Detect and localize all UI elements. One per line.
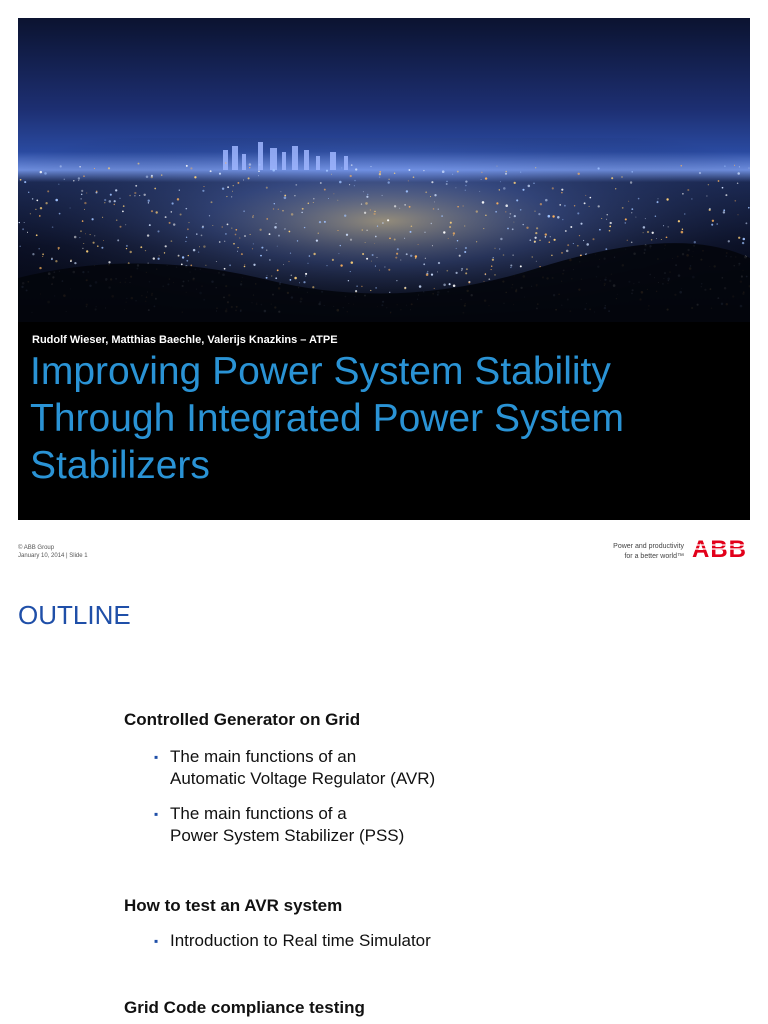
section-heading-1: Controlled Generator on Grid [124,710,361,729]
bullet-line: Power System Stabilizer (PSS) [170,826,405,845]
title-line-1: Improving Power System Stability [30,350,611,393]
bullet-marker-icon: ▪ [154,807,159,821]
bullet-marker-icon: ▪ [154,750,159,764]
city-lights-illustration [18,18,750,322]
abb-logo-text: ABB [692,536,747,560]
tagline-line-1: Power and productivity [613,543,684,550]
bullet-item-avr [154,746,435,790]
copyright-text: © ABB Group [18,545,55,551]
outline-title: OUTLINE [18,600,131,630]
bullet-line: Introduction to Real time Simulator [170,931,431,950]
title-slide [18,18,750,520]
presentation-title [30,348,730,489]
section-heading-3: Grid Code compliance testing [124,998,365,1017]
bullet-item-pss [154,803,404,847]
bullet-line: Automatic Voltage Regulator (AVR) [170,769,436,788]
title-line-2: Through Integrated Power System [30,397,624,440]
bullet-marker-icon: ▪ [154,934,159,948]
bullet-line: The main functions of an [170,747,357,766]
hero-city-image [18,18,750,322]
authors-line: Rudolf Wieser, Matthias Baechle, Valerijs Knazkins – ATPE [32,334,338,346]
tagline-line-2: for a better world™ [624,553,684,560]
bullet-line: The main functions of a [170,804,347,823]
title-line-3: Stabilizers [30,444,210,487]
abb-logo-icon [692,536,750,560]
abb-tagline [560,542,684,562]
section-heading-2: How to test an AVR system [124,896,343,915]
date-slide-text: January 10, 2014 | Slide 1 [18,553,88,559]
footer-meta [18,544,88,560]
bullet-item-simulator [154,930,431,952]
